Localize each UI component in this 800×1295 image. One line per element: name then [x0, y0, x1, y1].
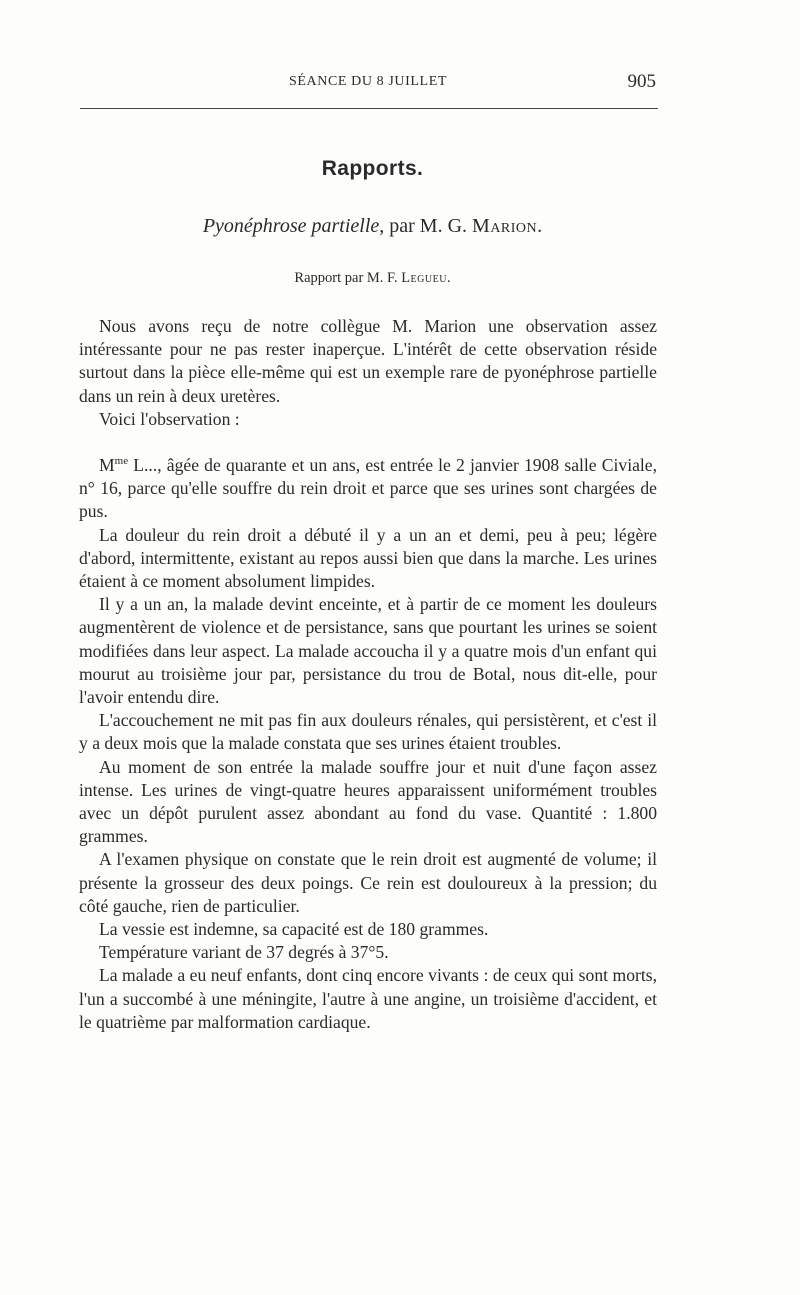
- article-title-text: Pyonéphrose partielle: [202, 215, 380, 237]
- paragraph-9: La vessie est indemne, sa capacité est de 180 grammes.: [99, 919, 489, 940]
- page-number: 905: [627, 71, 656, 92]
- section-heading: Rapports.: [321, 157, 424, 180]
- article-title-by: , par M. G.: [379, 215, 473, 237]
- paragraph-1: Nous avons reçu de notre collègue M. Marion une observation assez intéressante pour ne pas rester inaperçue. L'intérêt de cette observation réside surtout dans la pièce elle-même qui est un exemple rare de pyonéphrose partielle dans un rein à deux uretères.: [79, 316, 657, 406]
- paragraph-11: La malade a eu neuf enfants, dont cinq encore vivants : de ceux qui sont morts, l'un a succombé à une méningite, l'autre à une angine, un troisième d'accident, et le quatrième par malformation cardiaque.: [79, 965, 657, 1032]
- article-author: Marion: [472, 215, 538, 237]
- report-byline: [0, 270, 745, 287]
- running-head: [80, 70, 656, 96]
- paragraph-10: Température variant de 37 degrés à 37°5.: [99, 942, 389, 963]
- running-title: SÉANCE DU 8 JUILLET: [289, 74, 447, 89]
- report-by-prefix: Rapport par M. F.: [294, 270, 402, 286]
- article-title: [0, 215, 745, 238]
- paragraph-3-text: L..., âgée de quarante et un ans, est entrée le 2 janvier 1908 salle Civiale, n° 16, parce qu'elle souffre du rein droit et parce que ses urines sont chargées de pus.: [79, 455, 657, 522]
- header-rule: [80, 108, 658, 109]
- paragraph-5: Il y a un an, la malade devint enceinte, et à partir de ce moment les douleurs augmentèrent de violence et de persistance, sans que pourtant les urines se soient modifiées dans leur aspect. La malade accoucha il y a quatre mois d'un enfant qui mourut au troisième jour par, persistance du trou de Botal, nous dit-elle, pour l'avoir entendu dire.: [79, 594, 657, 708]
- title-abbreviation: M: [99, 455, 115, 476]
- paragraph-4: La douleur du rein droit a débuté il y a un an et demi, peu à peu; légère d'abord, intermittente, existant au repos aussi bien que dans la marche. Les urines étaient à ce moment absolument limpides.: [79, 524, 657, 592]
- report-by-name: Legueu: [401, 270, 447, 286]
- title-abbreviation-superscript: me: [114, 455, 129, 468]
- paragraph-2: Voici l'observation :: [99, 408, 240, 429]
- article-title-end: .: [537, 215, 543, 237]
- report-by-end: .: [446, 270, 451, 286]
- paragraph-3: [79, 454, 657, 524]
- paragraph-8: A l'examen physique on constate que le rein droit est augmenté de volume; il présente la grosseur des deux poings. Ce rein est douloureux à la pression; du côté gauche, rien de particulier.: [79, 849, 657, 916]
- paragraph-6: L'accouchement ne mit pas fin aux douleurs rénales, qui persistèrent, et c'est il y a deux mois que la malade constata que ses urines étaient troubles.: [79, 710, 657, 754]
- body-text: [79, 315, 657, 1034]
- paragraph-7: Au moment de son entrée la malade souffre jour et nuit d'une façon assez intense. Les urines de vingt-quatre heures apparaissent uniformément troubles avec un dépôt purulent assez abondant au fond du vase. Quantité : 1.800 grammes.: [79, 756, 657, 847]
